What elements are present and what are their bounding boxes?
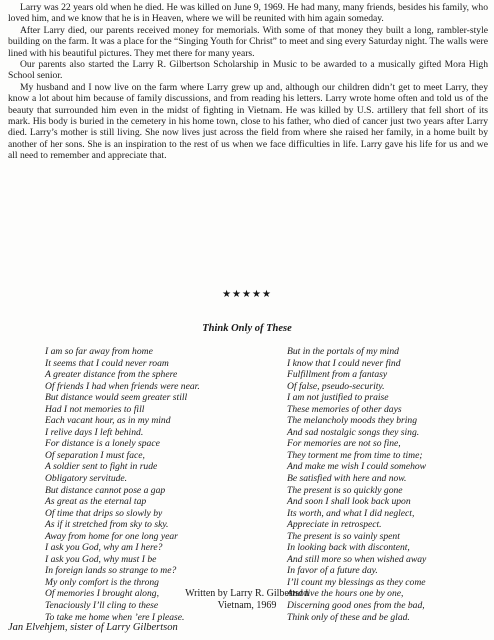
poem-right-column — [287, 346, 426, 623]
poem-line: And make me wish I could somehow — [287, 461, 427, 473]
poem-line: My only comfort is the throng — [45, 576, 159, 588]
poem-line: In looking back with discontent, — [287, 542, 410, 554]
poem-line: But distance would seem greater still — [45, 392, 188, 404]
poem-line: To take me home when ’ere I please. — [45, 611, 185, 623]
poem-line: Fulfillment from a fantasy — [287, 369, 388, 381]
poem-line: Obligatory servitude. — [45, 473, 128, 485]
poem-line: Its worth, and what I did neglect, — [287, 507, 415, 519]
poem-line: Tenaciously I’ll cling to these — [45, 600, 159, 612]
place-date-line: Vietnam, 1969 — [217, 599, 277, 611]
poem-left-column — [45, 346, 200, 623]
memorial-prose — [8, 2, 488, 162]
signature-line: Jan Elvehjem, sister of Larry Gilbertson — [8, 622, 178, 633]
paragraph: Larry was 22 years old when he died. He was killed on June 9, 1969. He had many, many friends, besides his family, who loved him, and we know that he is in Heaven, where we will be reunited with him again someday. — [8, 2, 488, 25]
poem-line: In favor of a future day. — [287, 565, 378, 577]
poem-line: Had I not memories to fill — [45, 403, 145, 415]
poem-line: For memories are not so fine, — [287, 438, 401, 450]
poem-line: In foreign lands so strange to me? — [45, 565, 177, 577]
poem-line: The present is so quickly gone — [287, 484, 403, 496]
poem-line: Of time that drips so slowly by — [45, 507, 163, 519]
poem-line: I ask you God, why must I be — [45, 553, 157, 565]
poem-line: A soldier sent to fight in rude — [45, 461, 158, 473]
poem-line: Of friends I had when friends were near. — [45, 380, 200, 392]
poem-line: Each vacant hour, as in my mind — [45, 415, 171, 427]
poem-line: I relive days I left behind. — [45, 426, 144, 438]
poem-line: Of false, pseudo-security. — [287, 380, 385, 392]
poem-line: I am so far away from home — [45, 346, 153, 357]
poem-line: I know that I could never find — [287, 357, 401, 369]
poem-line: Of memories I brought along, — [45, 588, 159, 600]
poem-line: The melancholy moods they bring — [287, 415, 418, 427]
poem-line: And still more so when wished away — [287, 553, 427, 565]
poem-line: It seems that I could never roam — [45, 357, 169, 369]
poem-line: They torment me from time to time; — [287, 449, 423, 461]
poem-line: I ask you God, why am I here? — [45, 542, 163, 554]
poem-line: These memories of other days — [287, 403, 402, 415]
poem-line: And sad nostalgic songs they sing. — [287, 426, 420, 438]
poem-line: And soon I shall look back upon — [287, 496, 411, 508]
author-line: Written by Larry R. Gilbertson — [185, 588, 309, 599]
poem-line: Appreciate in retrospect. — [287, 519, 382, 531]
poem-line: As if it stretched from sky to sky. — [45, 519, 169, 531]
poem-line: A greater distance from the sphere — [45, 369, 178, 381]
paragraph: After Larry died, our parents received money for memorials. With some of that money they built a long, rambler-style building on the farm. It was a place for the “Singing Youth for Christ” to meet and sing every Saturday night. The walls were lined with his beautiful pictures. They met there for many years. — [8, 24, 488, 59]
paragraph: My husband and I now live on the farm where Larry grew up and, although our children didn’t get to meet Larry, they know a lot about him because of family discussions, and from reading his letters. Larry wrote home often and told us of the beauty that surrounded him even in the midst of fighting in Vietnam. He was killed by U.S. artillery that fell short of its mark. His body is buried in the cemetery in his home town, close to his father, who died of cancer just two years after Larry died. Larry’s mother is still living. She now lives just across the field from where she raised her family, in a home built by another of her sons. She is an inspiration to the rest of us when we face difficulties in life. Larry gave his life for us and we all need to remember and appreciate that. — [8, 81, 488, 162]
poem-title: Think Only of These — [202, 323, 292, 334]
poem-line: For distance is a lonely space — [45, 438, 160, 450]
poem-line: Be satisfied with here and now. — [287, 473, 407, 485]
poem-line: Discerning good ones from the bad, — [287, 600, 425, 612]
paragraph: Our parents also started the Larry R. Gilbertson Scholarship in Music to be awarded to a musically gifted Mora High School senior. — [8, 59, 488, 82]
poem-line: I am not justified to praise — [287, 392, 389, 404]
poem-line: Of separation I must face, — [45, 449, 145, 461]
poem-credit — [0, 588, 494, 611]
poem-line: Away from home for one long year — [45, 530, 178, 542]
poem-line: Think only of these and be glad. — [287, 611, 410, 623]
poem-line: I’ll count my blessings as they come — [287, 576, 426, 588]
poem-line: But distance cannot pose a gap — [45, 484, 166, 496]
poem-line: But in the portals of my mind — [287, 346, 399, 357]
poem-line: The present is so vainly spent — [287, 530, 400, 542]
star-divider: ★★★★★ — [222, 289, 272, 300]
poem-line: And live the hours one by one, — [287, 588, 404, 600]
poem-line: As great as the eternal tap — [45, 496, 147, 508]
